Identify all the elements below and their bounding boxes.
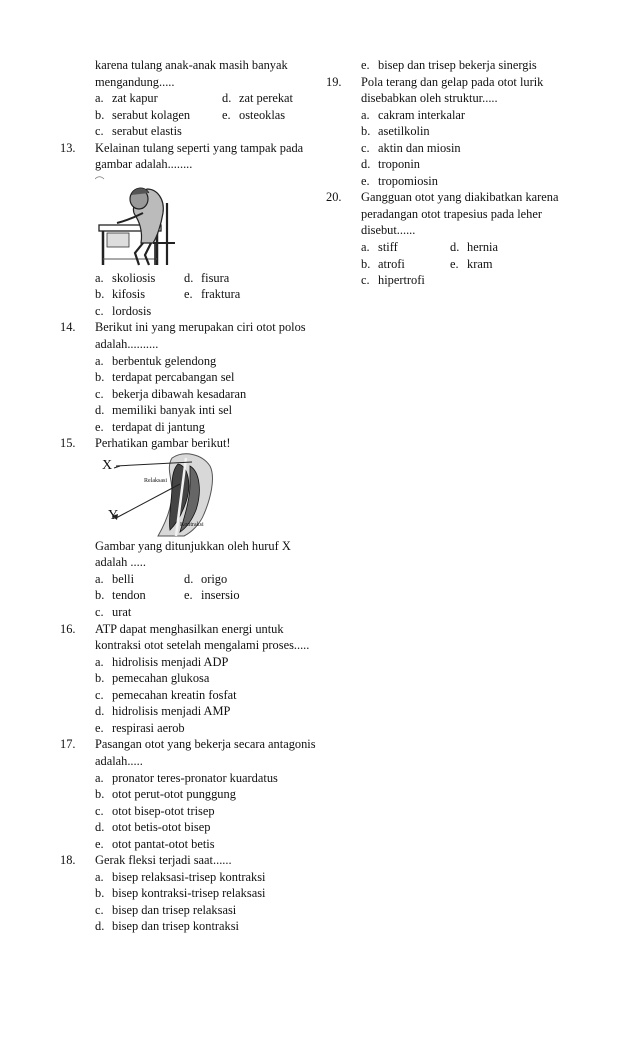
- left-column: [60, 57, 322, 935]
- question-number: 17.: [60, 737, 76, 752]
- option-b: b. tendon: [95, 588, 146, 603]
- question-number: 13.: [60, 140, 76, 155]
- question-number: 19.: [326, 74, 342, 89]
- question-text: Pasangan otot yang bekerja secara antagonis: [95, 737, 316, 752]
- question-12-options-row-2: [60, 107, 322, 124]
- option-b: b. asetilkolin: [361, 124, 430, 139]
- question-15-line-3: adalah .....: [95, 555, 146, 570]
- option-e: e. terdapat di jantung: [95, 419, 205, 434]
- question-12-line-2: mengandung.....: [95, 74, 175, 89]
- question-text: Berikut ini yang merupakan ciri otot polos: [95, 320, 306, 335]
- option-b: b. bisep kontraksi-trisep relaksasi: [95, 886, 266, 901]
- question-number: 18.: [60, 853, 76, 868]
- question-20-options-row-1: [326, 239, 588, 256]
- question-19-line-2: disebabkan oleh struktur.....: [361, 91, 498, 106]
- question-13-line-2: gambar adalah........: [95, 157, 193, 172]
- option-a: a. belli: [95, 571, 135, 586]
- question-13: [60, 140, 322, 157]
- label-kontraksi: Kontraksi: [180, 521, 204, 528]
- option-d: d. memiliki banyak inti sel: [95, 403, 233, 418]
- question-number: 15.: [60, 436, 76, 451]
- question-number: 20.: [326, 190, 342, 205]
- option-d: d. hernia: [450, 240, 498, 255]
- question-13-options-row-1: [60, 270, 322, 287]
- question-15-line-2: Gambar yang ditunjukkan oleh huruf X: [95, 538, 291, 553]
- option-d: d. otot betis-otot bisep: [95, 820, 211, 835]
- question-13-options-row-2: [60, 286, 322, 303]
- question-20-options-row-3: [326, 272, 588, 289]
- option-c: c. bisep dan trisep relaksasi: [95, 902, 237, 917]
- question-17: [60, 736, 322, 753]
- question-number: 14.: [60, 320, 76, 335]
- scoliosis-posture-image: [95, 173, 322, 270]
- question-text: Kelainan tulang seperti yang tampak pada: [95, 140, 304, 155]
- question-15-options-row-2: [60, 587, 322, 604]
- question-12-line-1: karena tulang anak-anak masih banyak: [95, 58, 288, 72]
- question-20-options-row-2: [326, 256, 588, 273]
- question-20-line-3: disebut......: [361, 223, 416, 238]
- option-a: a. bisep relaksasi-trisep kontraksi: [95, 869, 266, 884]
- question-text: Pola terang dan gelap pada otot lurik: [361, 74, 544, 89]
- question-18-option-e: e. bisep dan trisep bekerja sinergis: [361, 58, 537, 72]
- option-a: a. cakram interkalar: [361, 107, 466, 122]
- option-b: b. serabut kolagen: [95, 107, 191, 122]
- question-15-options-row-3: [60, 604, 322, 621]
- question-20: [326, 189, 588, 206]
- option-a: a. skoliosis: [95, 270, 156, 285]
- option-a: a. zat kapur: [95, 91, 158, 106]
- option-a: a. pronator teres-pronator kuardatus: [95, 770, 278, 785]
- label-relaksasi: Relaksasi: [144, 477, 167, 484]
- option-b: b. atrofi: [361, 256, 405, 271]
- option-e: e. insersio: [184, 588, 240, 603]
- option-d: d. zat perekat: [222, 91, 293, 106]
- option-b: b. kifosis: [95, 287, 146, 302]
- child-at-desk-illustration: [95, 173, 185, 268]
- muscle-arm-image: [80, 452, 322, 538]
- question-20-line-2: peradangan otot trapesius pada leher: [361, 206, 542, 221]
- option-c: c. urat: [95, 605, 132, 620]
- option-e: e. otot pantat-otot betis: [95, 836, 215, 851]
- label-x: X: [102, 457, 113, 473]
- option-e: e. fraktura: [184, 287, 241, 302]
- option-c: c. aktin dan miosin: [361, 140, 461, 155]
- option-d: d. hidrolisis menjadi AMP: [95, 704, 231, 719]
- question-19: [326, 74, 588, 91]
- option-b: b. terdapat percabangan sel: [95, 370, 235, 385]
- option-e: e. tropomiosin: [361, 173, 438, 188]
- option-c: c. pemecahan kreatin fosfat: [95, 687, 237, 702]
- option-a: a. berbentuk gelendong: [95, 353, 217, 368]
- question-18: [60, 852, 322, 869]
- question-16: [60, 621, 322, 638]
- option-a: a. hidrolisis menjadi ADP: [95, 654, 229, 669]
- option-d: d. troponin: [361, 157, 420, 172]
- option-c: c. bekerja dibawah kesadaran: [95, 386, 247, 401]
- option-e: e. osteoklas: [222, 107, 286, 122]
- question-14: [60, 319, 322, 336]
- option-d: d. fisura: [184, 270, 230, 285]
- question-text: ATP dapat menghasilkan energi untuk: [95, 621, 284, 636]
- question-15-options-row-1: [60, 571, 322, 588]
- option-e: e. kram: [450, 256, 493, 271]
- question-17-line-2: adalah.....: [95, 753, 143, 768]
- question-16-line-2: kontraksi otot setelah mengalami proses.....: [95, 638, 310, 653]
- question-text: Gerak fleksi terjadi saat......: [95, 853, 232, 868]
- label-y: Y: [108, 507, 119, 523]
- option-c: c. serabut elastis: [95, 124, 182, 139]
- question-12-options-row-1: [60, 90, 322, 107]
- option-c: c. lordosis: [95, 303, 152, 318]
- question-text: Gangguan otot yang diakibatkan karena: [361, 190, 559, 205]
- option-c: c. hipertrofi: [361, 273, 425, 288]
- option-b: b. otot perut-otot punggung: [95, 787, 236, 802]
- option-d: d. origo: [184, 571, 228, 586]
- question-number: 16.: [60, 621, 76, 636]
- option-e: e. respirasi aerob: [95, 720, 185, 735]
- option-d: d. bisep dan trisep kontraksi: [95, 919, 239, 934]
- option-a: a. stiff: [361, 240, 398, 255]
- right-column: [326, 57, 588, 289]
- option-b: b. pemecahan glukosa: [95, 671, 210, 686]
- question-13-options-row-3: [60, 303, 322, 320]
- question-12-options-row-3: [60, 123, 322, 140]
- option-c: c. otot bisep-otot trisep: [95, 803, 215, 818]
- question-14-line-2: adalah..........: [95, 337, 159, 352]
- question-15: [60, 435, 322, 452]
- question-text: Perhatikan gambar berikut!: [95, 436, 231, 451]
